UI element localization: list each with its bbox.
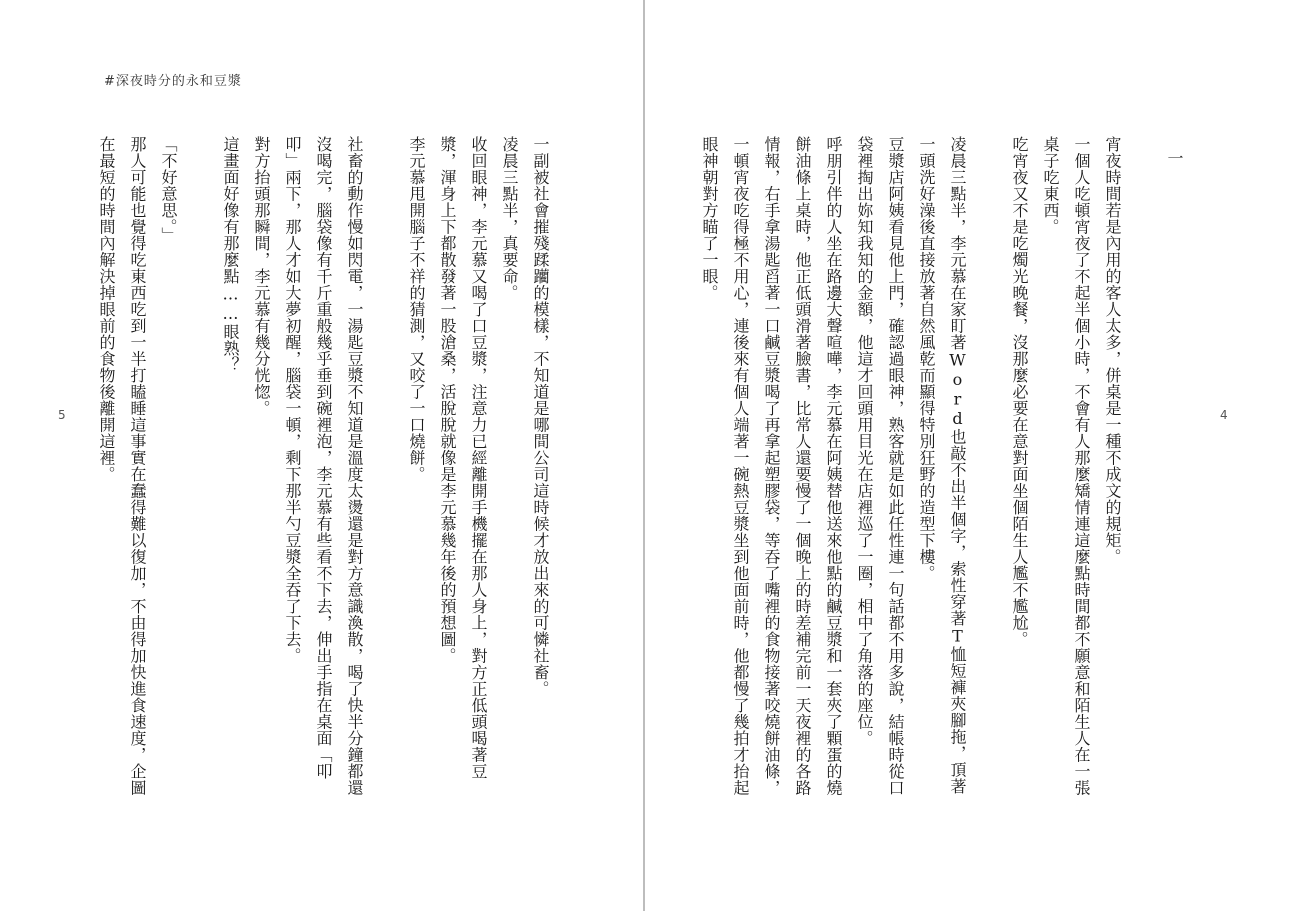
paragraph: 社畜的動作慢如閃電，一湯匙豆漿不知道是溫度太燙還是對方意識渙散，喝了快半分鐘都還沒喝完，腦袋像有千斤重般幾乎垂到碗裡泡，李元慕有些看不下去，伸出手指在桌面「叩叩」兩下，那人才如大夢初醒，腦袋一頓，剩下那半勺豆漿全吞了下去。 (283, 136, 364, 796)
paragraph: 凌晨三點半，李元慕在家盯著Word也敲不出半個字，索性穿著T恤短褲夾腳拖，頂著一頭洗好澡後直接放著自然風乾而顯得特別狂野的造型下樓。 (917, 136, 967, 795)
paragraph: 「不好意思。」 (159, 136, 178, 244)
paragraph: 吃宵夜又不是吃燭光晚餐，沒那麼必要在意對面坐個陌生人尷不尷尬。 (1010, 136, 1029, 648)
chapter-number: 一 (1165, 150, 1184, 167)
left-page-text (96, 120, 556, 800)
paragraph: 豆漿店阿姨看見他上門，確認過眼神，熟客就是如此任性連一句話都不用多說，結帳時從口袋裡掏出妳知我知的金額，他這才回頭用目光在店裡巡了一圈，相中了角落的座位。 (855, 136, 905, 796)
paragraph: 這畫面好像有那麼點……眼熟？ (221, 136, 240, 373)
right-page-text (700, 120, 1190, 800)
page-number-left: 5 (58, 408, 66, 422)
paragraph-spacer (1128, 120, 1159, 800)
page-number-right: 4 (1220, 408, 1228, 422)
paragraph-spacer (370, 120, 401, 800)
paragraph: 凌晨三點半，真要命。 (500, 136, 519, 301)
paragraph: 收回眼神，李元慕又喝了口豆漿，注意力已經離開手機擺在那人身上，對方正低頭喝著豆漿，渾身上下都散發著一股滄桑，活脫脫就像是李元慕幾年後的預想圖。 (438, 136, 488, 780)
paragraph: 一個人吃頓宵夜了不起半個小時，不會有人那麼矯情連這麼點時間都不願意和陌生人在一張桌子吃東西。 (1041, 136, 1091, 796)
paragraph: 那人可能也覺得吃東西吃到一半打瞌睡這事實在蠢得難以復加，不由得加快進食速度，企圖在最短的時間內解決掉眼前的食物後離開這裡。 (97, 136, 147, 796)
left-page (0, 0, 643, 911)
paragraph: 宵夜時間若是內用的客人太多，併桌是一種不成文的規矩。 (1103, 136, 1122, 565)
paragraph: 一副被社會摧殘蹂躪的模樣，不知道是哪間公司這時候才放出來的可憐社畜。 (531, 136, 550, 697)
paragraph: 呼朋引伴的人坐在路邊大聲喧嘩，李元慕在阿姨替他送來他點的鹹豆漿和一套夾了顆蛋的燒餅油條上桌時，他正低頭滑著臉書，比常人還要慢了一個晚上的時差補完前一天夜裡的各路情報，右手拿湯匙舀著一口鹹豆漿喝了再拿起塑膠袋，等吞了嘴裡的食物接著咬燒餅油條，一頓宵夜吃得極不用心，連後來有個人端著一碗熱豆漿坐到他面前時，他都慢了幾拍才抬起眼神朝對方瞄了一眼。 (700, 136, 843, 796)
paragraph: 李元慕甩開腦子不祥的猜測，又咬了一口燒餅。 (407, 136, 426, 483)
running-head: #深夜時分的永和豆漿 (104, 74, 242, 89)
paragraph: 對方抬頭那瞬間，李元慕有幾分恍惚。 (252, 136, 271, 417)
paragraph-spacer (184, 120, 215, 800)
paragraph-spacer (973, 120, 1004, 800)
